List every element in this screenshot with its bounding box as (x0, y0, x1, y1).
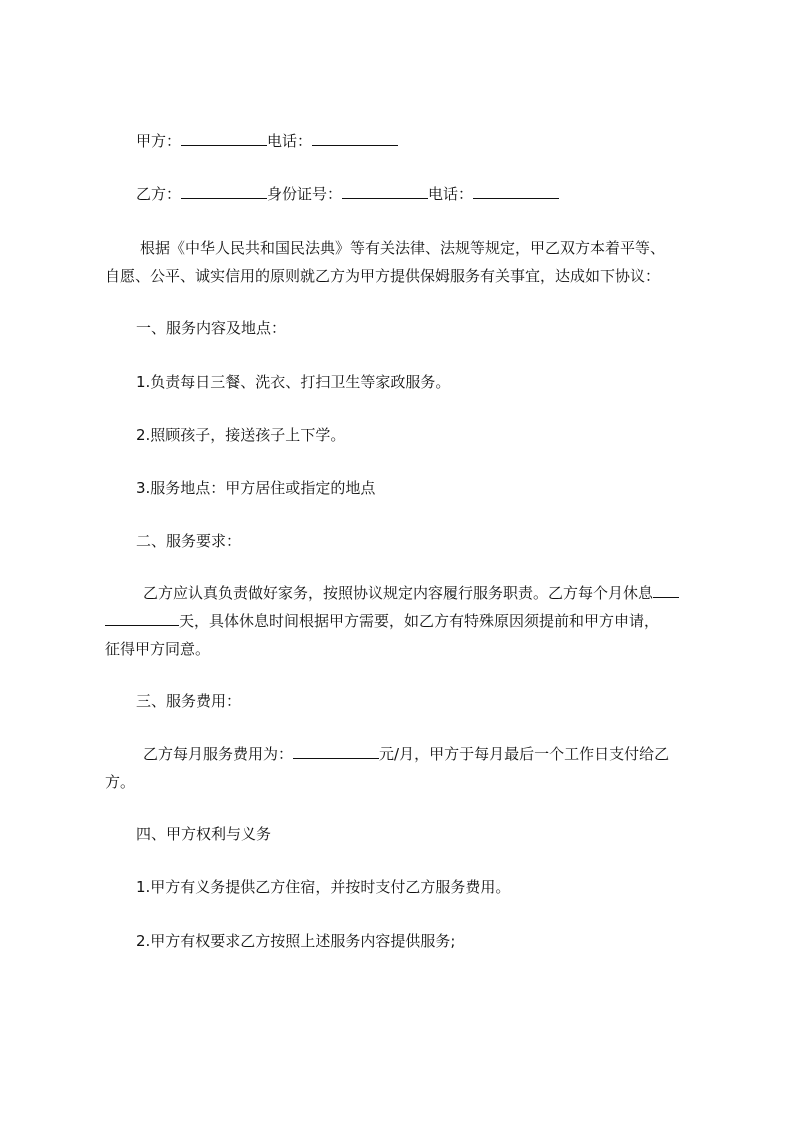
party-b-id-label: 身份证号： (267, 185, 343, 203)
section-3-line-1 (143, 744, 669, 764)
fee-terms: 元/月，甲方于每月最后一个工作日支付给乙 (379, 745, 670, 763)
party-b-label: 乙方： (136, 185, 182, 203)
section-1-item-1: 1.负责每日三餐、洗衣、打扫卫生等家政服务。 (136, 373, 451, 391)
fee-amount-blank (293, 744, 379, 759)
section-4-item-1: 1.甲方有义务提供乙方住宿，并按时支付乙方服务费用。 (136, 878, 511, 896)
party-b-line (136, 184, 559, 204)
party-b-id-blank (342, 184, 428, 199)
section-1-item-3: 3.服务地点：甲方居住或指定的地点 (136, 479, 376, 497)
intro-line-2: 自愿、公平、诚实信用的原则就乙方为甲方提供保姆服务有关事宜，达成如下协议： (105, 267, 661, 285)
party-a-line (136, 131, 398, 151)
party-a-name-blank (181, 131, 267, 146)
fee-label: 乙方每月服务费用为： (143, 745, 294, 763)
section-3-line-2: 方。 (105, 773, 136, 791)
section-2-line-2 (105, 611, 659, 631)
intro-line-1: 根据《中华人民共和国民法典》等有关法律、法规等规定，甲乙双方本着平等、 (140, 239, 666, 257)
section-2-line-1-text: 乙方应认真负责做好家务，按照协议规定内容履行服务职责。乙方每个月休息 (143, 584, 654, 602)
rest-days-blank-end (105, 611, 179, 626)
party-a-phone-label: 电话： (267, 132, 313, 150)
section-3-heading: 三、服务费用： (136, 692, 242, 710)
section-2-line-3: 征得甲方同意。 (105, 640, 211, 658)
section-2-heading: 二、服务要求： (136, 532, 242, 550)
section-1-heading: 一、服务内容及地点： (136, 319, 287, 337)
party-a-label: 甲方： (136, 132, 182, 150)
section-1-item-2: 2.照顾孩子，接送孩子上下学。 (136, 426, 346, 444)
section-4-heading: 四、甲方权利与义务 (136, 825, 272, 843)
party-a-phone-blank (312, 131, 398, 146)
rest-days-blank-start (653, 583, 679, 598)
party-b-phone-label: 电话： (428, 185, 474, 203)
party-b-name-blank (181, 184, 267, 199)
section-4-item-2: 2.甲方有权要求乙方按照上述服务内容提供服务; (136, 932, 456, 950)
section-2-line-2-text: 天，具体休息时间根据甲方需要，如乙方有特殊原因须提前和甲方申请， (179, 612, 660, 630)
section-2-line-1 (143, 583, 679, 603)
party-b-phone-blank (473, 184, 559, 199)
